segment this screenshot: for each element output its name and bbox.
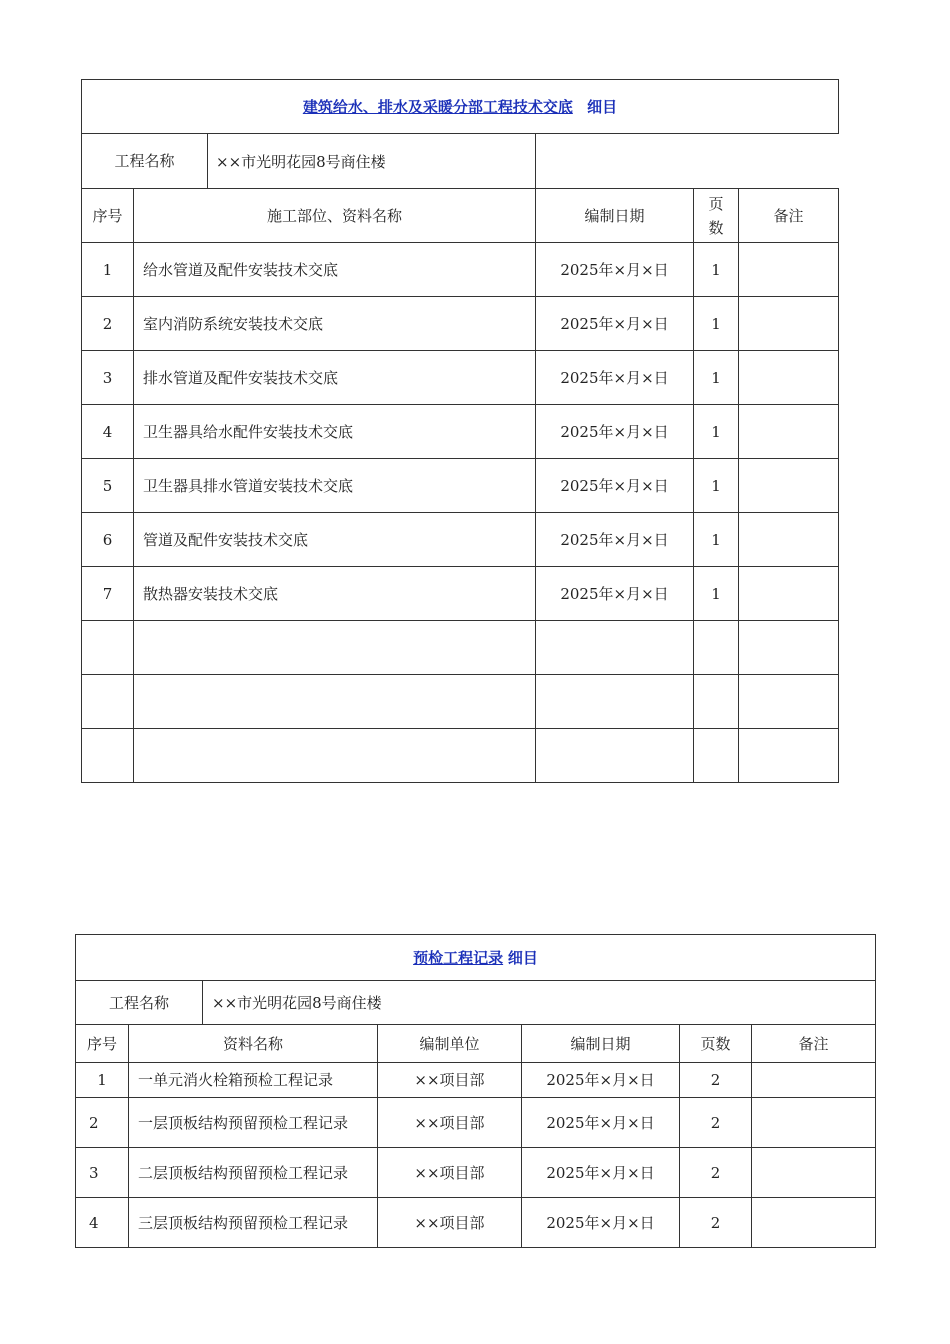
row-unit: ××项目部 — [378, 1198, 522, 1248]
row-date: 2025年×月×日 — [522, 1063, 680, 1098]
row-date: 2025年×月×日 — [536, 405, 694, 459]
table-title-link[interactable]: 预检工程记录 — [413, 948, 504, 967]
row-pages: 1 — [694, 405, 739, 459]
header-row — [82, 189, 839, 243]
row-seq: 2 — [76, 1098, 129, 1148]
table-row — [82, 567, 839, 621]
project-label: 工程名称 — [76, 981, 203, 1024]
row-date — [536, 675, 694, 729]
table-row — [82, 459, 839, 513]
row-name: 排水管道及配件安装技术交底 — [134, 351, 536, 405]
row-unit: ××项目部 — [378, 1148, 522, 1198]
table-row — [82, 351, 839, 405]
table-row — [76, 1198, 876, 1248]
header-name: 施工部位、资料名称 — [134, 189, 536, 243]
row-date: 2025年×月×日 — [536, 567, 694, 621]
row-name — [134, 621, 536, 675]
row-date: 2025年×月×日 — [536, 297, 694, 351]
row-date: 2025年×月×日 — [536, 513, 694, 567]
row-name: 一单元消火栓箱预检工程记录 — [129, 1063, 378, 1098]
row-remark — [739, 243, 839, 297]
row-date: 2025年×月×日 — [536, 459, 694, 513]
row-pages: 1 — [694, 297, 739, 351]
row-remark — [739, 675, 839, 729]
header-date: 编制日期 — [522, 1025, 680, 1063]
row-seq — [82, 729, 134, 783]
header-remark: 备注 — [739, 189, 839, 243]
row-pages — [694, 621, 739, 675]
project-value: ××市光明花园8号商住楼 — [212, 993, 382, 1012]
row-seq: 4 — [82, 405, 134, 459]
row-remark — [739, 621, 839, 675]
project-label: 工程名称 — [82, 134, 208, 188]
row-seq: 2 — [82, 297, 134, 351]
row-seq: 1 — [76, 1063, 129, 1098]
table-row — [82, 405, 839, 459]
row-seq: 1 — [82, 243, 134, 297]
row-date — [536, 621, 694, 675]
row-date: 2025年×月×日 — [522, 1198, 680, 1248]
header-unit: 编制单位 — [378, 1025, 522, 1063]
row-pages: 1 — [694, 351, 739, 405]
row-name: 管道及配件安装技术交底 — [134, 513, 536, 567]
pre-inspection-table — [75, 934, 876, 1248]
header-name: 资料名称 — [129, 1025, 378, 1063]
row-name: 给水管道及配件安装技术交底 — [134, 243, 536, 297]
row-date: 2025年×月×日 — [536, 351, 694, 405]
row-name: 二层顶板结构预留预检工程记录 — [129, 1148, 378, 1198]
row-date: 2025年×月×日 — [522, 1148, 680, 1198]
row-seq: 6 — [82, 513, 134, 567]
row-seq — [82, 621, 134, 675]
row-date: 2025年×月×日 — [536, 243, 694, 297]
row-name: 散热器安装技术交底 — [134, 567, 536, 621]
table-row — [76, 1098, 876, 1148]
row-date — [536, 729, 694, 783]
table-title-row — [76, 935, 876, 981]
row-pages: 2 — [680, 1148, 752, 1198]
table-title-suffix: 细目 — [507, 948, 538, 967]
row-pages — [694, 675, 739, 729]
table-row — [82, 675, 839, 729]
row-name: 室内消防系统安装技术交底 — [134, 297, 536, 351]
row-pages: 2 — [680, 1098, 752, 1148]
table-title — [82, 80, 839, 134]
header-seq: 序号 — [76, 1025, 129, 1063]
row-name — [134, 729, 536, 783]
row-pages: 1 — [694, 513, 739, 567]
row-remark — [752, 1198, 876, 1248]
row-name — [134, 675, 536, 729]
row-seq: 7 — [82, 567, 134, 621]
table-row — [76, 1063, 876, 1098]
row-remark — [739, 297, 839, 351]
row-seq: 3 — [82, 351, 134, 405]
row-pages: 1 — [694, 567, 739, 621]
row-pages: 1 — [694, 243, 739, 297]
row-remark — [739, 729, 839, 783]
project-row — [76, 981, 876, 1025]
table-row — [82, 243, 839, 297]
row-unit: ××项目部 — [378, 1098, 522, 1148]
table-title-suffix: 细目 — [587, 97, 618, 116]
row-pages: 2 — [680, 1063, 752, 1098]
row-seq: 3 — [76, 1148, 129, 1198]
row-date: 2025年×月×日 — [522, 1098, 680, 1148]
header-row — [76, 1025, 876, 1063]
header-date: 编制日期 — [536, 189, 694, 243]
row-remark — [739, 513, 839, 567]
project-value: ××市光明花园8号商住楼 — [216, 152, 386, 171]
row-name: 卫生器具排水管道安装技术交底 — [134, 459, 536, 513]
row-remark — [752, 1098, 876, 1148]
table-row — [82, 729, 839, 783]
row-remark — [739, 405, 839, 459]
row-remark — [739, 351, 839, 405]
row-name: 一层顶板结构预留预检工程记录 — [129, 1098, 378, 1148]
row-remark — [752, 1148, 876, 1198]
table-row — [76, 1148, 876, 1198]
row-name: 三层顶板结构预留预检工程记录 — [129, 1198, 378, 1248]
table-row — [82, 621, 839, 675]
row-seq: 4 — [76, 1198, 129, 1248]
row-seq — [82, 675, 134, 729]
header-remark: 备注 — [752, 1025, 876, 1063]
header-seq: 序号 — [82, 189, 134, 243]
header-pages: 页数 — [680, 1025, 752, 1063]
table-row — [82, 297, 839, 351]
table-row — [82, 513, 839, 567]
row-remark — [752, 1063, 876, 1098]
table-title-link[interactable]: 建筑给水、排水及采暖分部工程技术交底 — [302, 97, 573, 116]
row-pages: 2 — [680, 1198, 752, 1248]
row-remark — [739, 459, 839, 513]
row-seq: 5 — [82, 459, 134, 513]
row-name: 卫生器具给水配件安装技术交底 — [134, 405, 536, 459]
row-pages — [694, 729, 739, 783]
row-unit: ××项目部 — [378, 1063, 522, 1098]
row-remark — [739, 567, 839, 621]
table-title — [76, 935, 876, 981]
table-title-row — [82, 80, 839, 134]
row-pages: 1 — [694, 459, 739, 513]
header-pages: 页数 — [694, 189, 739, 243]
